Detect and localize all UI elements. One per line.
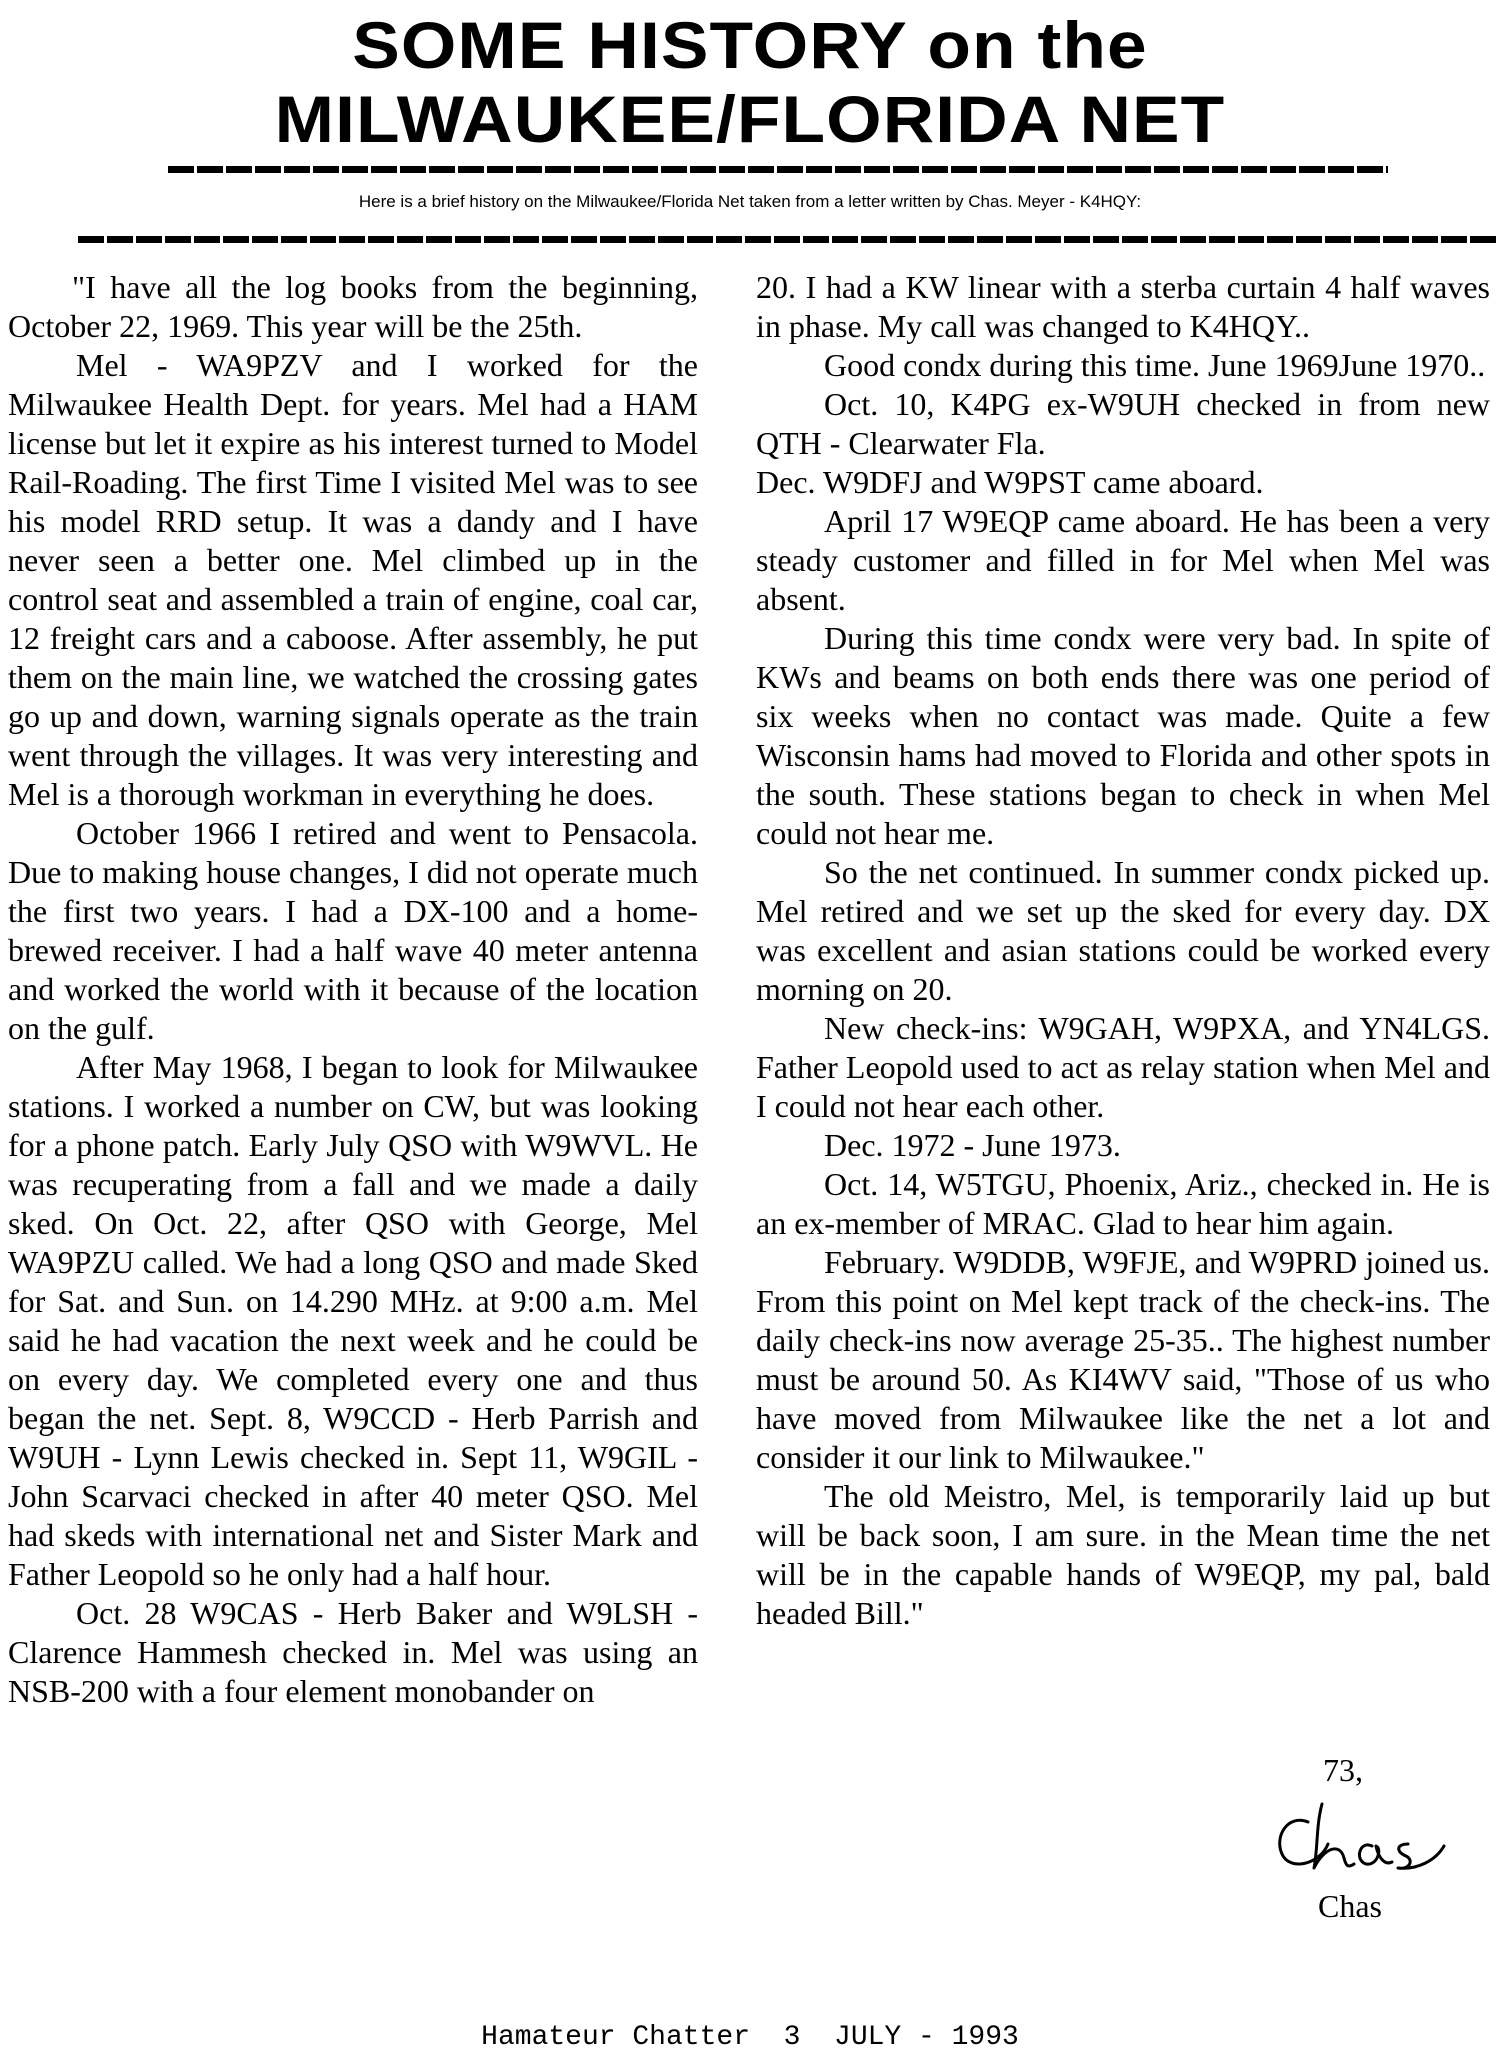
article-paragraph: After May 1968, I began to look for Milwaukee stations. I worked a number on CW, but was looking for a phone patch. Early July QSO with W9WVL. He was recuperating from a fall and we made a daily sked. On Oct. 22, after QSO with George, Mel WA9PZU called. We had a long QSO and made Sked for Sat. and Sun. on 14.290 MHz. at 9:00 a.m. Mel said he had vacation the next week and he could be on every day. We completed every one and thus began the net. Sept. 8, W9CCD - Herb Parrish and W9UH - Lynn Lewis checked in. Sept 11, W9GIL - John Scarvaci checked in after 40 meter QSO. Mel had skeds with international net and Sister Mark and Father Leopold so he only had a half hour. [8, 1049, 698, 1592]
right-column [756, 268, 1490, 1633]
left-column [8, 268, 698, 1711]
article-paragraph: New check-ins: W9GAH, W9PXA, and YN4LGS. Father Leopold used to act as relay station when Mel and I could not hear each other. [756, 1010, 1490, 1124]
article-paragraph: The old Meistro, Mel, is temporarily laid up but will be back soon, I am sure. in the Mean time the net will be in the capable hands of W9EQP, my pal, bald headed Bill." [756, 1478, 1490, 1631]
article-paragraph: Oct. 28 W9CAS - Herb Baker and W9LSH - Clarence Hammesh checked in. Mel was using an NSB-200 with a four element monobander on [8, 1595, 698, 1709]
signature-name: Chas [1318, 1888, 1382, 1924]
article-paragraph: So the net continued. In summer condx picked up. Mel retired and we set up the sked for every day. DX was excellent and asian stations could be worked every morning on 20. [756, 854, 1490, 1007]
article-paragraph: Dec. 1972 - June 1973. [824, 1127, 1121, 1163]
article-paragraph: "I have all the log books from the beginning, October 22, 1969. This year will be the 25th. [8, 269, 698, 344]
article-paragraph-continued: 20. I had a KW linear with a sterba curtain 4 half waves in phase. My call was changed to K4HQY.. [756, 269, 1490, 344]
article-paragraph: Mel - WA9PZV and I worked for the Milwaukee Health Dept. for years. Mel had a HAM license but let it expire as his interest turned to Model Rail-Roading. The first Time I visited Mel was to see his model RRD setup. It was a dandy and I have never seen a better one. Mel climbed up in the control seat and assembled a train of engine, coal car, 12 freight cars and a caboose. After assembly, he put them on the main line, we watched the crossing gates go up and down, warning signals operate as the train went through the villages. It was very interesting and Mel is a thorough workman in everything he does. [8, 347, 698, 812]
article-paragraph: April 17 W9EQP came aboard. He has been a very steady customer and filled in for Mel when Mel was absent. [756, 503, 1490, 617]
intro-line: Here is a brief history on the Milwaukee/Florida Net taken from a letter written by Chas. Meyer - K4HQY: [358, 192, 1142, 211]
title-line-2: MILWAUKEE/FLORIDA NET [274, 82, 1226, 156]
article-paragraph: Oct. 10, K4PG ex-W9UH checked in from new QTH - Clearwater Fla. [756, 386, 1490, 461]
article-paragraph: Oct. 14, W5TGU, Phoenix, Ariz., checked in. He is an ex-member of MRAC. Glad to hear him again. [756, 1166, 1490, 1241]
article-paragraph: Good condx during this time. June 1969June 1970.. [824, 347, 1486, 383]
title-line-1: SOME HISTORY on the [352, 8, 1148, 82]
article-paragraph: During this time condx were very bad. In spite of KWs and beams on both ends there was one period of six weeks when no contact was made. Quite a few Wisconsin hams had moved to Florida and other spots in the south. These stations began to check in when Mel could not hear me. [756, 620, 1490, 851]
article-paragraph: February. W9DDB, W9FJE, and W9PRD joined us. From this point on Mel kept track of the check-ins. The daily check-ins now average 25-35.. The highest number must be around 50. As KI4WV said, "Those of us who have moved from Milwaukee like the net a lot and consider it our link to Milwaukee." [756, 1244, 1490, 1475]
article-paragraph: Dec. W9DFJ and W9PST came aboard. [756, 464, 1264, 500]
top-dashed-rule [168, 166, 1388, 173]
bottom-dashed-rule [78, 236, 1498, 243]
article-paragraph: October 1966 I retired and went to Pensacola. Due to making house changes, I did not operate much the first two years. I had a DX-100 and a home-brewed receiver. I had a half wave 40 meter antenna and worked the world with it because of the location on the gulf. [8, 815, 698, 1046]
page-footer: Hamateur Chatter 3 JULY - 1993 [481, 2022, 1019, 2053]
handwritten-signature [1268, 1784, 1448, 1894]
closing-73: 73, [1323, 1752, 1363, 1788]
